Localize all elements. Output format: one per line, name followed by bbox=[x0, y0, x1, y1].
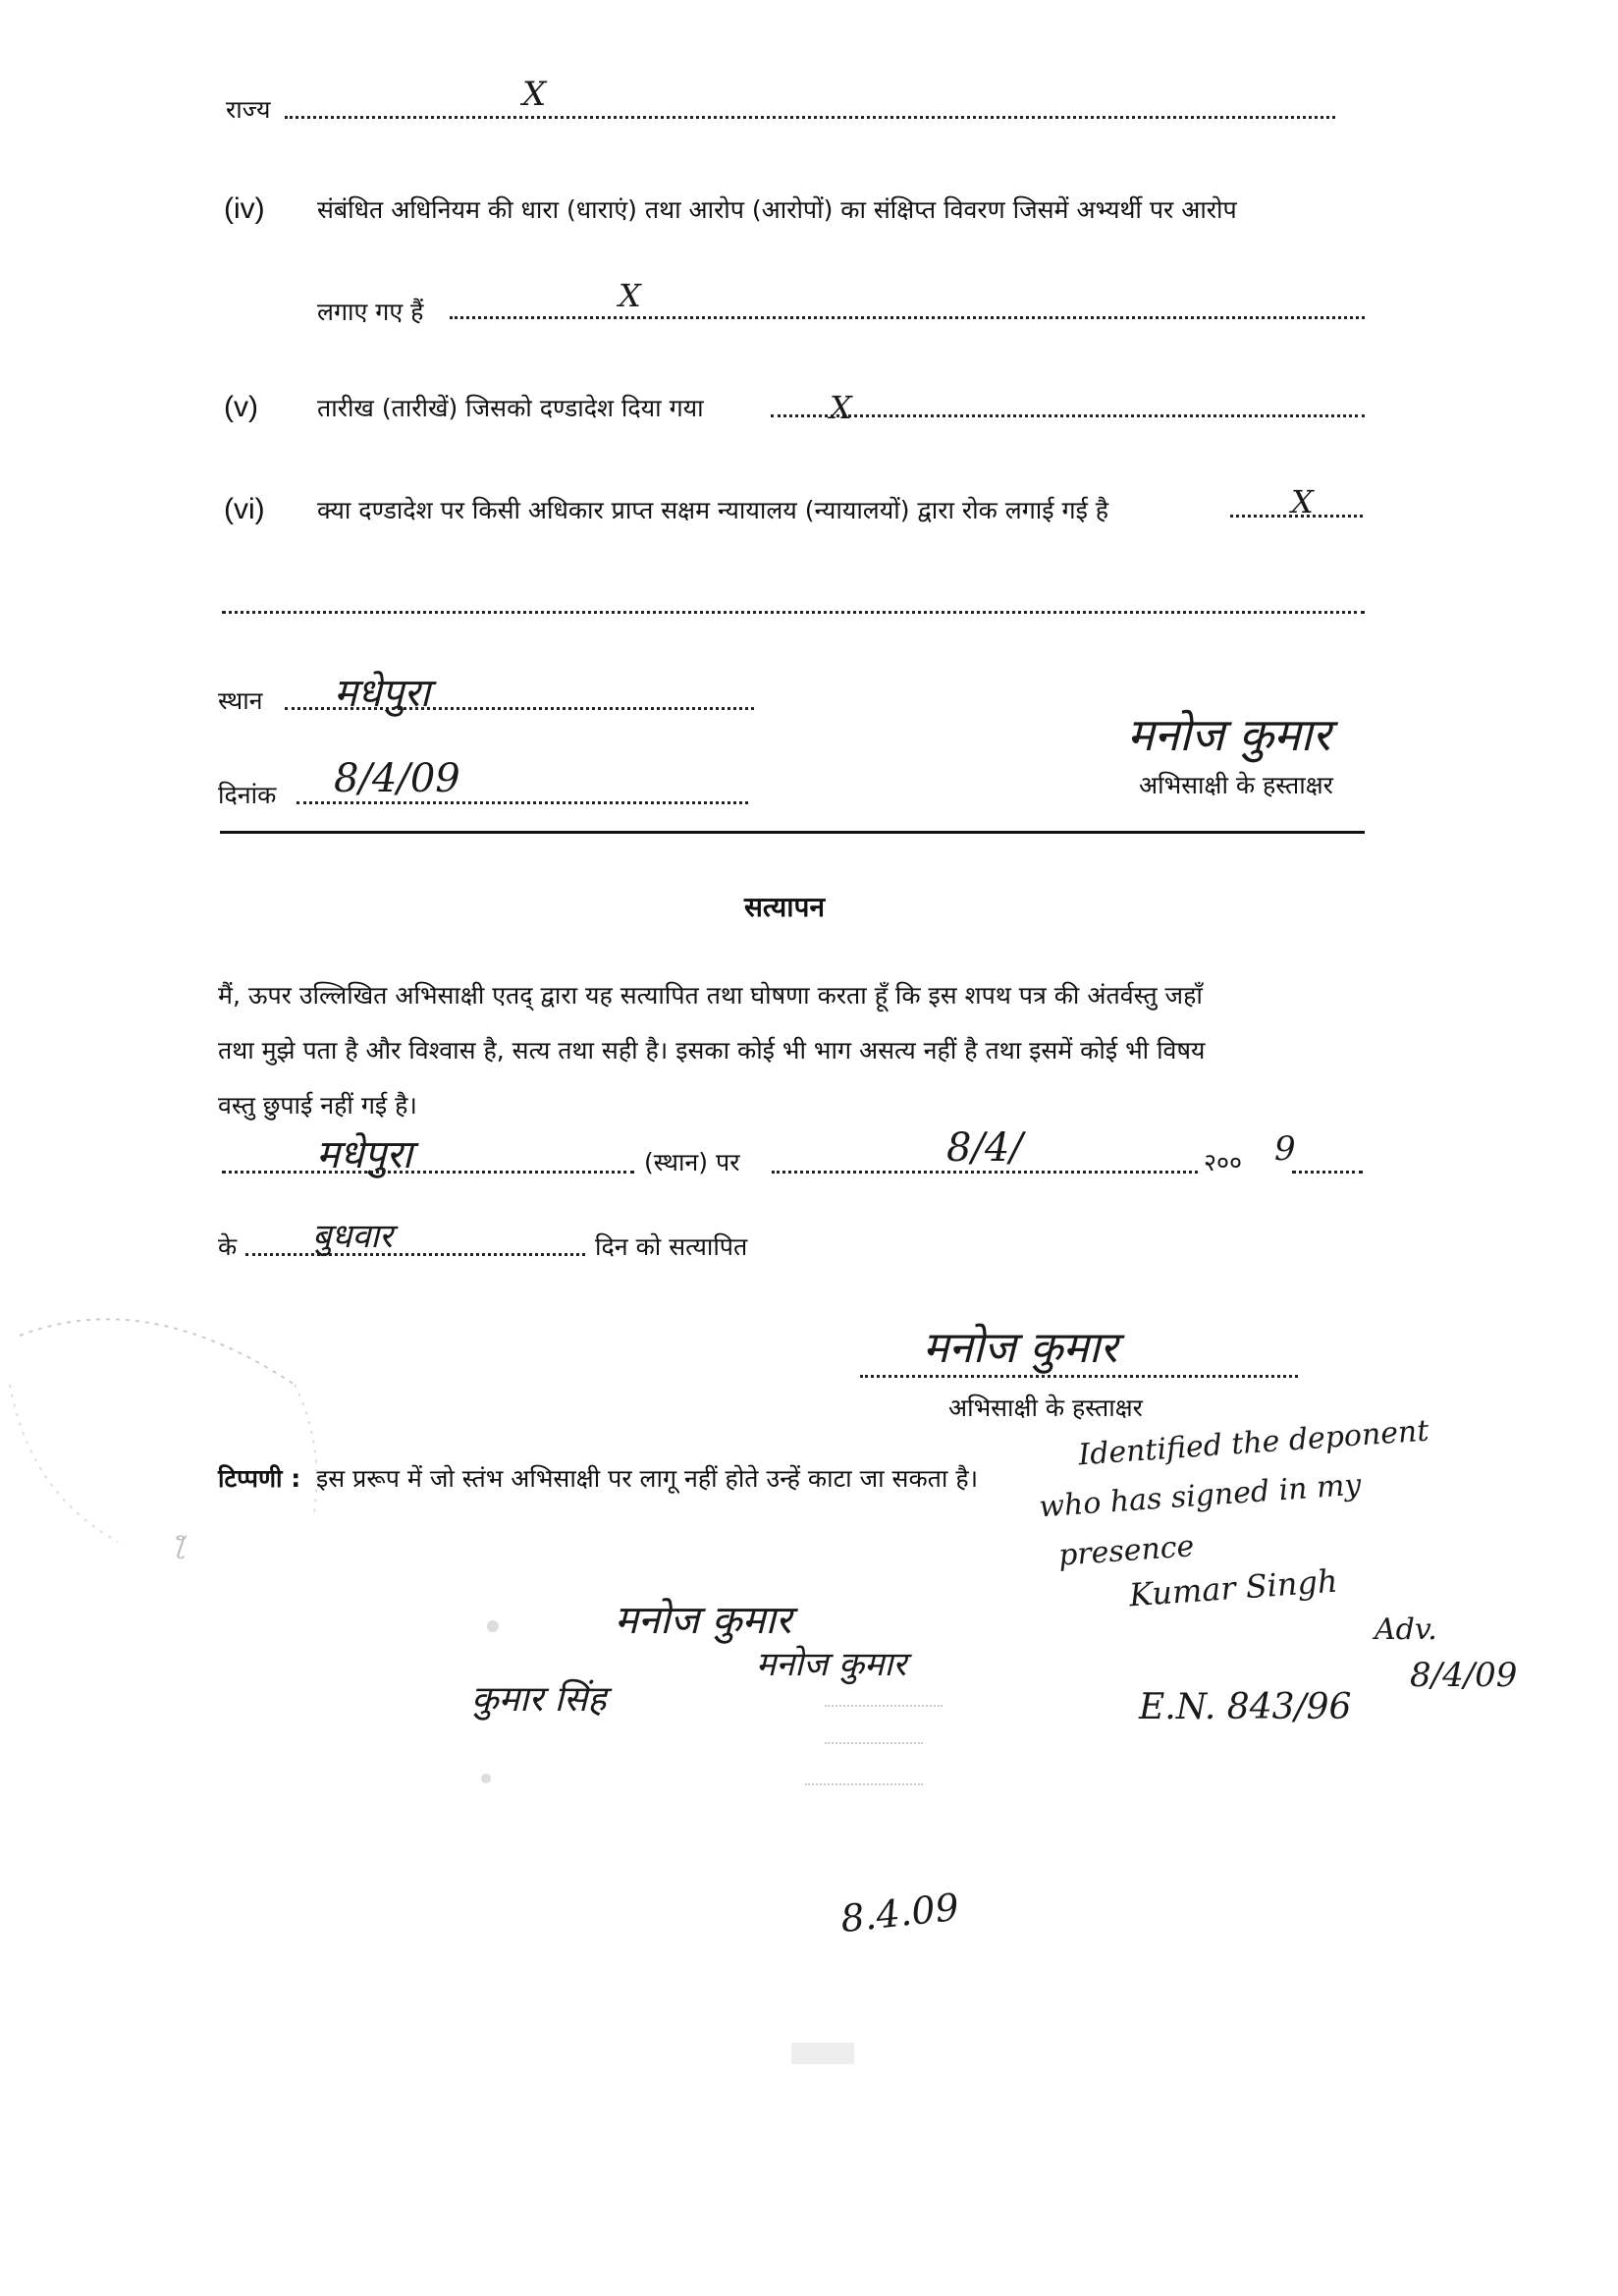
date-handwritten: 8/4/09 bbox=[334, 756, 460, 801]
advocate-note-line6: 8/4/09 bbox=[1410, 1656, 1518, 1695]
note-text: इस प्ररूप में जो स्तंभ अभिसाक्षी पर लागू नहीं होते उन्हें काटा जा सकता है। bbox=[316, 1464, 979, 1493]
item-vi-cross-mark: X bbox=[1291, 483, 1314, 520]
faded-stamp-line1 bbox=[825, 1705, 943, 1707]
verification-day-handwritten: बुधवार bbox=[312, 1217, 393, 1256]
verification-year-dotted bbox=[1292, 1171, 1363, 1174]
item-iv-text-line1: संबंधित अधिनियम की धारा (धाराएं) तथा आरोप (आरोपों) का संक्षिप्त विवरण जिसमें अभ्यर्थी पर आरोप bbox=[317, 195, 1237, 224]
verification-signature-dotted bbox=[860, 1375, 1298, 1378]
faded-stamp-dot2 bbox=[481, 1774, 491, 1783]
faded-seal bbox=[0, 1296, 334, 1552]
faded-stamp-line2 bbox=[825, 1742, 923, 1744]
item-iv-number: (iv) bbox=[224, 192, 265, 225]
verification-year-handwritten: 9 bbox=[1274, 1129, 1296, 1169]
section-divider bbox=[220, 831, 1365, 834]
verification-signature-label: अभिसाक्षी के हस्ताक्षर bbox=[948, 1394, 1143, 1422]
rajya-cross-mark: X bbox=[522, 75, 547, 114]
verification-date-dotted bbox=[772, 1171, 1198, 1174]
advocate-note-line7: E.N. 843/96 bbox=[1139, 1687, 1352, 1727]
verification-paragraph bbox=[218, 968, 1367, 1133]
advocate-note-line2: who has signed in my bbox=[1038, 1467, 1363, 1525]
date-dotted-line bbox=[297, 801, 748, 804]
verification-year-prefix: २०० bbox=[1204, 1148, 1243, 1176]
item-vi-text: क्या दण्डादेश पर किसी अधिकार प्राप्त सक्षम न्यायालय (न्यायालयों) द्वारा रोक लगाई गई है bbox=[317, 496, 1109, 524]
date-label: दिनांक bbox=[218, 781, 277, 809]
rajya-dotted-line bbox=[285, 116, 1335, 119]
rajya-label: राज्य bbox=[226, 95, 271, 124]
seal-fragment-mark: ƪ bbox=[177, 1532, 185, 1559]
verification-line3: वस्तु छुपाई नहीं गई है। bbox=[218, 1091, 417, 1120]
blank-dotted-line bbox=[222, 611, 1365, 614]
advocate-note-line4: Kumar Singh bbox=[1127, 1561, 1339, 1614]
verification-line2: तथा मुझे पता है और विश्वास है, सत्य तथा सही है। इसका कोई भी भाग असत्य नहीं है तथा इसमें कोई भी विषय bbox=[218, 1036, 1206, 1065]
item-vi-number: (vi) bbox=[224, 493, 265, 525]
advocate-note-line1: Identified the deponent bbox=[1077, 1413, 1430, 1473]
item-iv-cross-mark: X bbox=[619, 277, 641, 314]
verification-title: सत्यापन bbox=[744, 891, 825, 923]
item-v-dotted-line bbox=[771, 414, 1365, 417]
stamp-date-scrawl: 8.4.09 bbox=[838, 1885, 961, 1941]
advocate-note-line5: Adv. bbox=[1375, 1613, 1437, 1647]
verification-place-dotted bbox=[222, 1171, 634, 1174]
verification-day-prefix: के bbox=[218, 1232, 238, 1261]
faded-stamp-block bbox=[791, 2043, 854, 2064]
stamp-second-signature: कुमार सिंह bbox=[471, 1679, 607, 1720]
place-label: स्थान bbox=[218, 686, 263, 715]
stamp-signature-underline: मनोज कुमार bbox=[756, 1645, 907, 1684]
item-v-text: तारीख (तारीखें) जिसको दण्डादेश दिया गया bbox=[317, 394, 704, 422]
verification-day-suffix: दिन को सत्यापित bbox=[595, 1232, 748, 1261]
place-handwritten: मधेपुरा bbox=[334, 671, 430, 716]
item-iv-dotted-line bbox=[450, 316, 1365, 319]
verification-day-dotted bbox=[245, 1253, 585, 1256]
verification-signature: मनोज कुमार bbox=[923, 1323, 1118, 1373]
item-v-cross-mark: X bbox=[830, 389, 852, 426]
verification-line1: मैं, ऊपर उल्लिखित अभिसाक्षी एतद् द्वारा यह सत्यापित तथा घोषणा करता हूँ कि इस शपथ पत्र की अंतर्वस्तु जहाँ bbox=[218, 981, 1203, 1010]
deponent-signature: मनोज कुमार bbox=[1127, 708, 1331, 761]
deponent-signature-label: अभिसाक्षी के हस्ताक्षर bbox=[1139, 771, 1333, 799]
verification-place-suffix: (स्थान) पर bbox=[644, 1148, 740, 1176]
verification-date-handwritten: 8/4/ bbox=[946, 1125, 1023, 1171]
faded-stamp-line3 bbox=[805, 1783, 923, 1785]
note-label: टिप्पणी : bbox=[218, 1464, 301, 1493]
stamp-signature: मनोज कुमार bbox=[615, 1598, 792, 1643]
item-iv-text-line2: लगाए गए हैं bbox=[317, 298, 424, 326]
advocate-note-line3: presence bbox=[1056, 1529, 1196, 1573]
item-v-number: (v) bbox=[224, 391, 258, 423]
verification-place-handwritten: मधेपुरा bbox=[316, 1132, 412, 1177]
faded-stamp-dot1 bbox=[487, 1620, 499, 1632]
